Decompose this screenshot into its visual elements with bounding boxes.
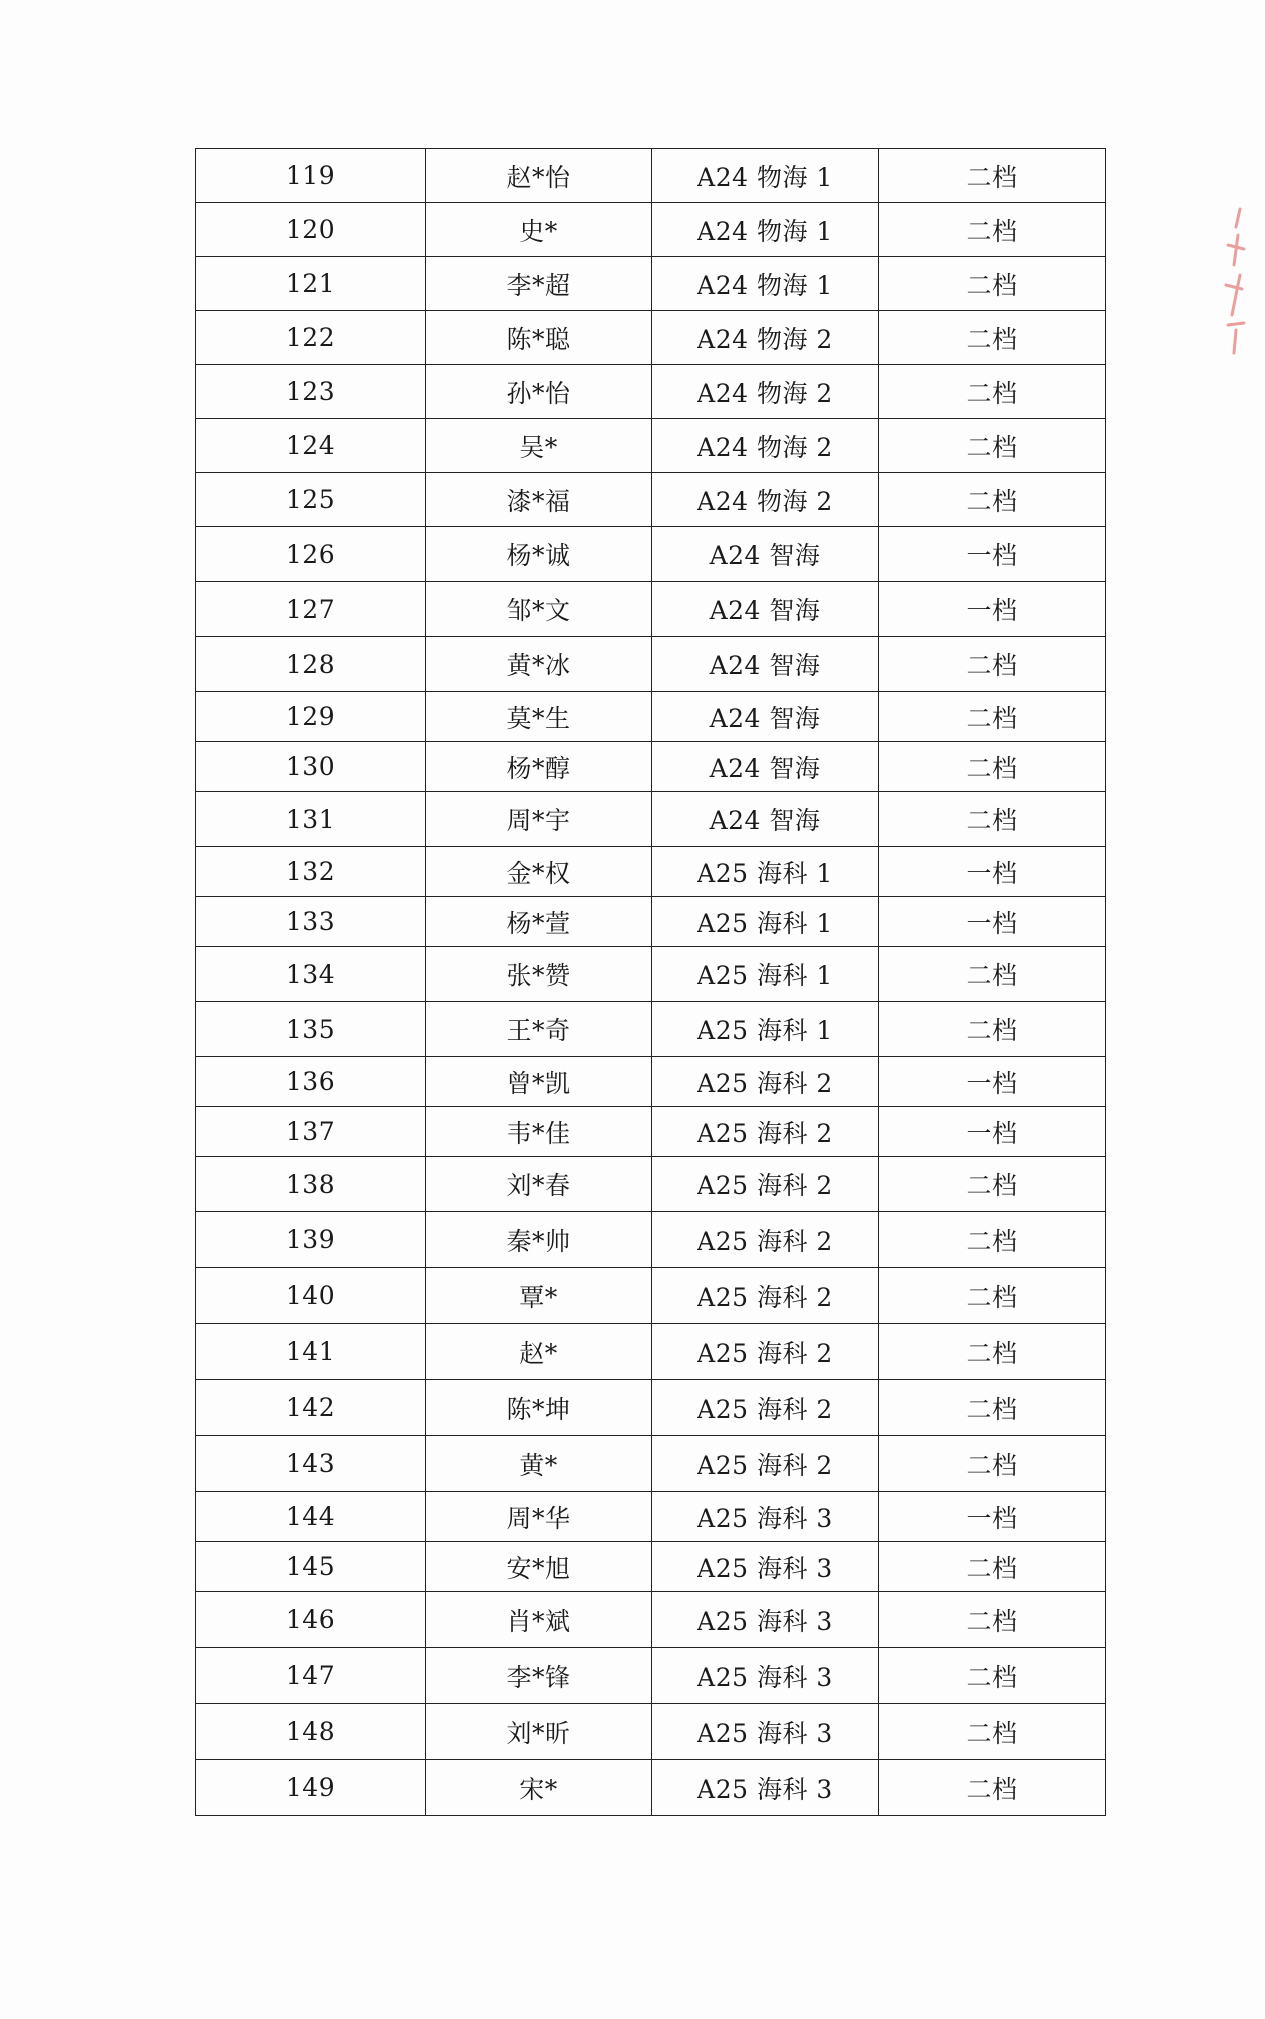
table-row <box>196 847 1106 897</box>
table-row <box>196 311 1106 365</box>
student-name-cell: 邹*文 <box>426 582 652 637</box>
row-number-cell: 134 <box>196 947 426 1002</box>
award-tier-cell: 一档 <box>879 1492 1106 1542</box>
student-name-cell: 赵*怡 <box>426 149 652 203</box>
award-tier-cell: 二档 <box>879 419 1106 473</box>
student-name-cell: 王*奇 <box>426 1002 652 1057</box>
class-name-cell: A25 海科 3 <box>652 1648 879 1704</box>
award-tier-cell: 二档 <box>879 1212 1106 1268</box>
table-row <box>196 1436 1106 1492</box>
award-tier-cell: 二档 <box>879 1324 1106 1380</box>
student-name-cell: 宋* <box>426 1760 652 1816</box>
class-name-cell: A24 智海 <box>652 527 879 582</box>
award-tier-cell: 二档 <box>879 1592 1106 1648</box>
student-name-cell: 杨*萱 <box>426 897 652 947</box>
seal-stamp-fragment-icon <box>1222 205 1250 355</box>
class-name-cell: A25 海科 3 <box>652 1704 879 1760</box>
class-name-cell: A24 物海 2 <box>652 473 879 527</box>
award-tier-cell: 二档 <box>879 149 1106 203</box>
table-row <box>196 1592 1106 1648</box>
class-name-cell: A25 海科 1 <box>652 897 879 947</box>
student-name-cell: 孙*怡 <box>426 365 652 419</box>
award-tier-cell: 一档 <box>879 582 1106 637</box>
table-row <box>196 1157 1106 1212</box>
student-name-cell: 史* <box>426 203 652 257</box>
table-row <box>196 1057 1106 1107</box>
class-name-cell: A25 海科 1 <box>652 947 879 1002</box>
row-number-cell: 146 <box>196 1592 426 1648</box>
table-row <box>196 947 1106 1002</box>
student-name-cell: 周*华 <box>426 1492 652 1542</box>
award-tier-cell: 二档 <box>879 365 1106 419</box>
class-name-cell: A25 海科 2 <box>652 1107 879 1157</box>
award-tier-cell: 一档 <box>879 1057 1106 1107</box>
award-tier-cell: 二档 <box>879 1648 1106 1704</box>
class-name-cell: A24 智海 <box>652 692 879 742</box>
award-tier-cell: 二档 <box>879 742 1106 792</box>
table-row <box>196 742 1106 792</box>
table-row <box>196 637 1106 692</box>
award-tier-cell: 一档 <box>879 897 1106 947</box>
student-name-cell: 李*超 <box>426 257 652 311</box>
roster-table <box>195 148 1106 1816</box>
row-number-cell: 144 <box>196 1492 426 1542</box>
award-tier-cell: 二档 <box>879 1380 1106 1436</box>
class-name-cell: A24 物海 2 <box>652 365 879 419</box>
row-number-cell: 141 <box>196 1324 426 1380</box>
row-number-cell: 145 <box>196 1542 426 1592</box>
table-row <box>196 1002 1106 1057</box>
class-name-cell: A25 海科 1 <box>652 847 879 897</box>
award-tier-cell: 一档 <box>879 847 1106 897</box>
award-tier-cell: 二档 <box>879 1436 1106 1492</box>
table-row <box>196 1542 1106 1592</box>
class-name-cell: A25 海科 2 <box>652 1057 879 1107</box>
row-number-cell: 147 <box>196 1648 426 1704</box>
row-number-cell: 138 <box>196 1157 426 1212</box>
student-name-cell: 周*宇 <box>426 792 652 847</box>
class-name-cell: A25 海科 3 <box>652 1760 879 1816</box>
table-row <box>196 203 1106 257</box>
row-number-cell: 135 <box>196 1002 426 1057</box>
row-number-cell: 124 <box>196 419 426 473</box>
class-name-cell: A24 智海 <box>652 582 879 637</box>
class-name-cell: A25 海科 2 <box>652 1380 879 1436</box>
class-name-cell: A25 海科 3 <box>652 1592 879 1648</box>
award-tier-cell: 二档 <box>879 637 1106 692</box>
table-row <box>196 692 1106 742</box>
row-number-cell: 143 <box>196 1436 426 1492</box>
student-name-cell: 覃* <box>426 1268 652 1324</box>
row-number-cell: 119 <box>196 149 426 203</box>
class-name-cell: A24 物海 1 <box>652 203 879 257</box>
table-row <box>196 149 1106 203</box>
award-tier-cell: 二档 <box>879 1002 1106 1057</box>
table-row <box>196 1648 1106 1704</box>
row-number-cell: 125 <box>196 473 426 527</box>
table-row <box>196 527 1106 582</box>
class-name-cell: A24 物海 2 <box>652 419 879 473</box>
student-name-cell: 黄*冰 <box>426 637 652 692</box>
award-tier-cell: 二档 <box>879 947 1106 1002</box>
award-tier-cell: 二档 <box>879 257 1106 311</box>
student-name-cell: 刘*昕 <box>426 1704 652 1760</box>
row-number-cell: 140 <box>196 1268 426 1324</box>
class-name-cell: A25 海科 2 <box>652 1212 879 1268</box>
row-number-cell: 122 <box>196 311 426 365</box>
class-name-cell: A24 物海 1 <box>652 149 879 203</box>
student-name-cell: 肖*斌 <box>426 1592 652 1648</box>
class-name-cell: A25 海科 1 <box>652 1002 879 1057</box>
table-row <box>196 1760 1106 1816</box>
row-number-cell: 137 <box>196 1107 426 1157</box>
table-row <box>196 1380 1106 1436</box>
award-tier-cell: 二档 <box>879 1268 1106 1324</box>
class-name-cell: A25 海科 2 <box>652 1324 879 1380</box>
student-name-cell: 安*旭 <box>426 1542 652 1592</box>
row-number-cell: 131 <box>196 792 426 847</box>
row-number-cell: 128 <box>196 637 426 692</box>
class-name-cell: A24 智海 <box>652 637 879 692</box>
row-number-cell: 136 <box>196 1057 426 1107</box>
award-tier-cell: 一档 <box>879 527 1106 582</box>
table-row <box>196 1492 1106 1542</box>
row-number-cell: 121 <box>196 257 426 311</box>
student-name-cell: 曾*凯 <box>426 1057 652 1107</box>
student-name-cell: 漆*福 <box>426 473 652 527</box>
award-tier-cell: 二档 <box>879 1157 1106 1212</box>
table-row <box>196 365 1106 419</box>
row-number-cell: 130 <box>196 742 426 792</box>
student-name-cell: 金*权 <box>426 847 652 897</box>
award-tier-cell: 一档 <box>879 1107 1106 1157</box>
row-number-cell: 149 <box>196 1760 426 1816</box>
class-name-cell: A25 海科 2 <box>652 1157 879 1212</box>
class-name-cell: A24 智海 <box>652 742 879 792</box>
row-number-cell: 142 <box>196 1380 426 1436</box>
table-row <box>196 897 1106 947</box>
class-name-cell: A25 海科 3 <box>652 1542 879 1592</box>
roster-table-body <box>196 149 1106 1816</box>
student-name-cell: 莫*生 <box>426 692 652 742</box>
class-name-cell: A24 物海 1 <box>652 257 879 311</box>
table-row <box>196 582 1106 637</box>
table-row <box>196 473 1106 527</box>
row-number-cell: 120 <box>196 203 426 257</box>
row-number-cell: 123 <box>196 365 426 419</box>
row-number-cell: 133 <box>196 897 426 947</box>
student-name-cell: 秦*帅 <box>426 1212 652 1268</box>
class-name-cell: A24 智海 <box>652 792 879 847</box>
award-tier-cell: 二档 <box>879 473 1106 527</box>
class-name-cell: A24 物海 2 <box>652 311 879 365</box>
table-row <box>196 419 1106 473</box>
student-name-cell: 刘*春 <box>426 1157 652 1212</box>
student-name-cell: 吴* <box>426 419 652 473</box>
table-row <box>196 257 1106 311</box>
student-name-cell: 李*锋 <box>426 1648 652 1704</box>
student-name-cell: 杨*醇 <box>426 742 652 792</box>
student-name-cell: 韦*佳 <box>426 1107 652 1157</box>
table-row <box>196 1324 1106 1380</box>
student-name-cell: 张*赞 <box>426 947 652 1002</box>
student-name-cell: 陈*坤 <box>426 1380 652 1436</box>
award-tier-cell: 二档 <box>879 1542 1106 1592</box>
table-row <box>196 1268 1106 1324</box>
table-row <box>196 792 1106 847</box>
table-row <box>196 1212 1106 1268</box>
table-row <box>196 1107 1106 1157</box>
student-name-cell: 陈*聪 <box>426 311 652 365</box>
row-number-cell: 127 <box>196 582 426 637</box>
award-tier-cell: 二档 <box>879 203 1106 257</box>
class-name-cell: A25 海科 3 <box>652 1492 879 1542</box>
award-tier-cell: 二档 <box>879 311 1106 365</box>
student-name-cell: 黄* <box>426 1436 652 1492</box>
student-name-cell: 赵* <box>426 1324 652 1380</box>
student-name-cell: 杨*诚 <box>426 527 652 582</box>
class-name-cell: A25 海科 2 <box>652 1436 879 1492</box>
table-row <box>196 1704 1106 1760</box>
award-tier-cell: 二档 <box>879 1760 1106 1816</box>
class-name-cell: A25 海科 2 <box>652 1268 879 1324</box>
row-number-cell: 139 <box>196 1212 426 1268</box>
row-number-cell: 126 <box>196 527 426 582</box>
award-tier-cell: 二档 <box>879 792 1106 847</box>
award-tier-cell: 二档 <box>879 1704 1106 1760</box>
row-number-cell: 132 <box>196 847 426 897</box>
award-tier-cell: 二档 <box>879 692 1106 742</box>
row-number-cell: 148 <box>196 1704 426 1760</box>
row-number-cell: 129 <box>196 692 426 742</box>
